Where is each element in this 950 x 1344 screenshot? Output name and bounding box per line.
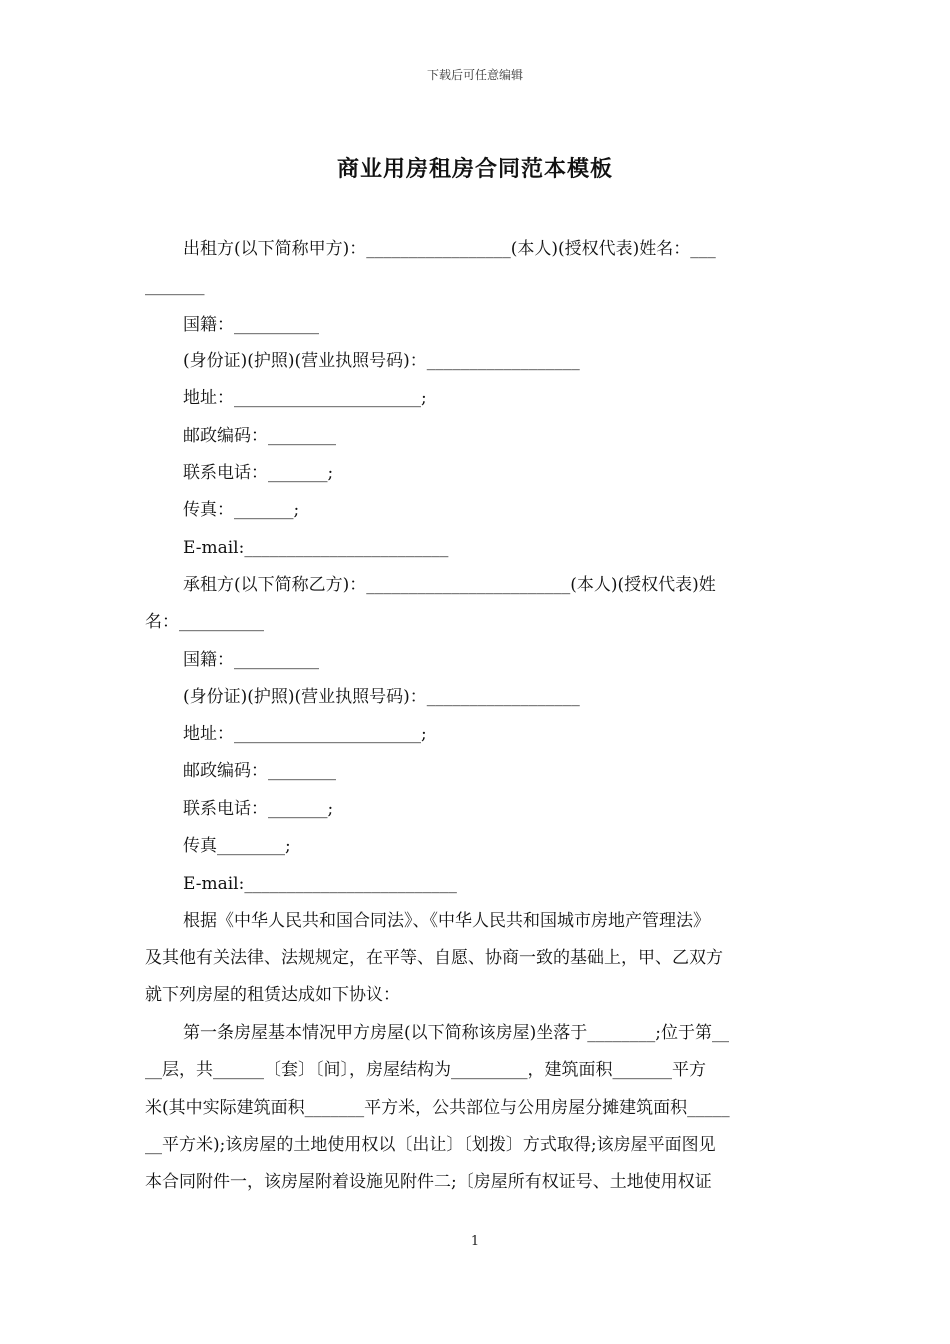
lessee-id-number: (身份证)(护照)(营业执照号码)：__________________ [183, 687, 580, 707]
article-1-line-2: __层，共______〔套〕〔间〕，房屋结构为_________，建筑面积_______平方 [145, 1060, 706, 1080]
lessor-name-continuation: _______ [145, 276, 205, 296]
preamble-line-3: 就下列房屋的租赁达成如下协议： [145, 985, 400, 1005]
article-1-line-5: 本合同附件一，该房屋附着设施见附件二;〔房屋所有权证号、土地使用权证 [145, 1172, 712, 1192]
lessor-address: 地址：______________________; [183, 388, 427, 408]
lessee-fax: 传真________; [183, 836, 291, 856]
preamble-line-1: 根据《中华人民共和国合同法》、《中华人民共和国城市房地产管理法》 [183, 911, 710, 931]
lessee-postcode: 邮政编码：________ [183, 761, 336, 781]
lessor-id-number: (身份证)(护照)(营业执照号码)：__________________ [183, 351, 580, 371]
lessee-name-line: 承租方(以下简称乙方)：________________________(本人)(授权代表)姓 [183, 575, 716, 595]
lessor-email: E-mail:________________________ [183, 538, 449, 558]
article-1-line-4: __平方米);该房屋的土地使用权以〔出让〕〔划拨〕方式取得;该房屋平面图见 [145, 1135, 716, 1155]
lessee-address: 地址：______________________; [183, 724, 427, 744]
page-number: 1 [470, 1234, 480, 1249]
document-title: 商业用房租房合同范本模板 [336, 156, 613, 182]
lessor-phone: 联系电话：_______; [183, 463, 334, 483]
lessor-postcode: 邮政编码：________ [183, 426, 336, 446]
article-1-line-1: 第一条房屋基本情况甲方房屋(以下简称该房屋)坐落于________;位于第__ [183, 1023, 729, 1043]
lessee-email: E-mail:_________________________ [183, 874, 457, 894]
lessee-nationality: 国籍：__________ [183, 650, 319, 670]
lessor-name-line: 出租方(以下简称甲方)：_________________(本人)(授权代表)姓名：___ [183, 239, 716, 259]
lessor-fax: 传真：_______; [183, 500, 300, 520]
lessee-name-continuation: 名：__________ [145, 612, 264, 632]
article-1-line-3: 米(其中实际建筑面积_______平方米，公共部位与公用房屋分摊建筑面积_____ [145, 1098, 730, 1118]
preamble-line-2: 及其他有关法律、法规规定，在平等、自愿、协商一致的基础上，甲、乙双方 [145, 948, 723, 968]
lessee-phone: 联系电话：_______; [183, 799, 334, 819]
header-note: 下载后可任意编辑 [426, 68, 523, 82]
lessor-nationality: 国籍：__________ [183, 315, 319, 335]
